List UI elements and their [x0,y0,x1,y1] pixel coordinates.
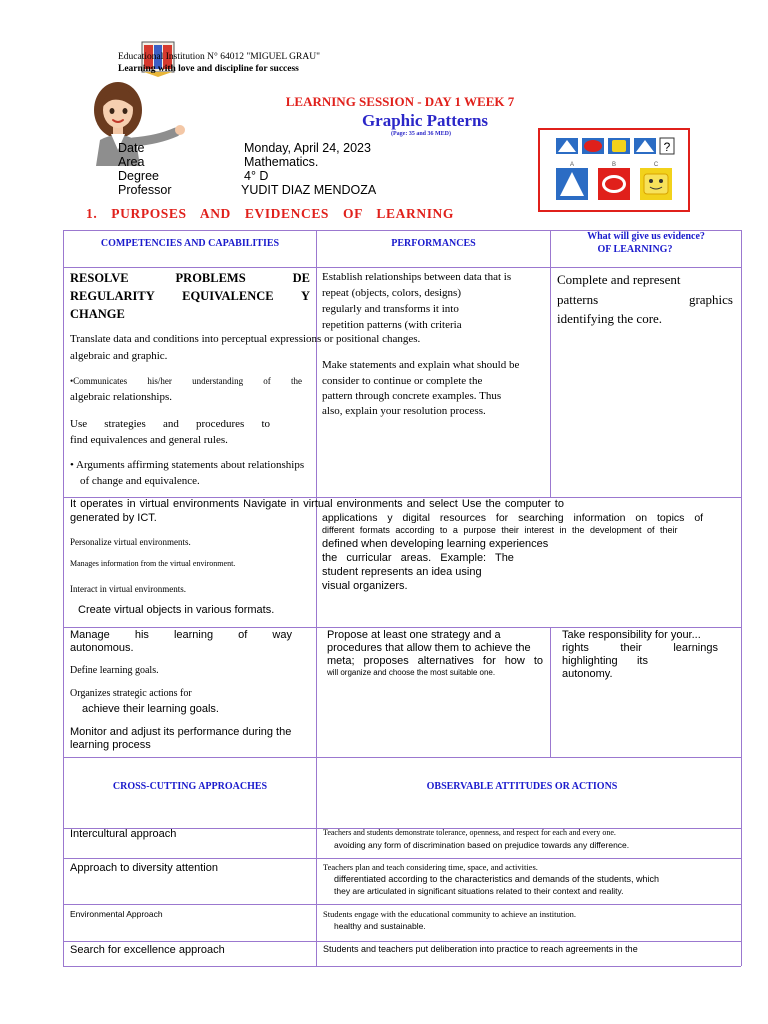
ict-line-5: the curricular areas. Example: The [322,552,514,564]
autonomy-capability-2-line1: Organizes strategic actions for [70,688,192,699]
capability-communicates-line2: algebraic relationships. [70,391,173,403]
autonomy-competency-line1: Manage his learning of way [70,629,292,641]
pattern-letter-b: B [611,162,617,168]
header-evidence-line2: OF LEARNING? [597,244,673,255]
autonomy-performance-line2: procedures that allow them to achieve the [327,642,531,654]
autonomy-capability-2-line2: achieve their learning goals. [82,703,219,715]
school-motto: Learning with love and discipline for success [118,64,299,74]
approach-environmental: Environmental Approach [70,909,163,919]
autonomy-evidence-line3: highlighting its [562,655,648,667]
approach-diversity: Approach to diversity attention [70,862,218,874]
capability-strategies-line2: find equivalences and general rules. [70,434,228,446]
professor-label: Professor [118,183,172,197]
approach-intercultural: Intercultural approach [70,828,177,840]
intercultural-line1: Teachers and students demonstrate tolerance, openness, and respect for each and every one. [323,828,616,837]
ict-line-1: It operates in virtual environments Navigate in virtual environments and select Use the computer to [70,498,564,510]
date-label: Date [118,141,145,155]
autonomy-capability-3-line1: Monitor and adjust its performance during the [70,726,292,738]
topic-title: Graphic Patterns [361,111,489,130]
evidence-text: Complete and represent patterns graphics identifying the core. [557,272,733,326]
autonomy-evidence-line2: rights their learnings [562,642,718,654]
environmental-line2: healthy and sustainable. [334,921,426,931]
pattern-illustration [538,128,690,212]
autonomy-performance-line1: Propose at least one strategy and a [327,629,501,641]
approach-excellence: Search for excellence approach [70,944,225,956]
date-value: Monday, April 24, 2023 [244,141,371,155]
ict-capability-1: Personalize virtual environments. [70,537,191,547]
ict-line-2b: applications y digital resources for searching information on topics of [322,512,704,524]
performance-1-line2: repeat (objects, colors, designs) [322,287,461,299]
ict-line-6: student represents an idea using [322,566,482,578]
performance-2-line4: also, explain your resolution process. [322,405,486,417]
degree-value: 4° D [244,169,269,183]
capability-arguments-line1: • Arguments affirming statements about relationships [70,459,305,471]
header-performances: PERFORMANCES [391,238,476,249]
environmental-line1: Students engage with the educational community to achieve an institution. [323,909,577,919]
diversity-line3: they are articulated in significant situations related to their context and reality. [334,886,624,896]
header-evidence-line1: What will give us evidence? [587,231,705,242]
pattern-letter-a: A [569,162,575,168]
performance-1-line1: Establish relationships between data that is [322,271,512,283]
question-mark-label: ? [663,140,671,154]
autonomy-performance-line4: will organize and choose the most suitable one. [327,668,496,677]
autonomy-performance-line3: meta; proposes alternatives for how to [327,655,543,667]
ict-line-4: defined when developing learning experiences [322,538,549,550]
area-value: Mathematics. [244,155,319,169]
ict-line-2a: generated by ICT. [70,512,157,524]
performance-1-line4: repetition patterns (with criteria [322,319,462,331]
excellence-line1: Students and teachers put deliberation into practice to reach agreements in the [323,944,638,954]
header-competencies: COMPETENCIES AND CAPABILITIES [100,238,280,249]
ict-line-3: different formats according to a purpose their interest in the development of their [322,525,678,535]
autonomy-capability-3-line2: learning process [70,739,151,751]
diversity-line2: differentiated according to the characteristics and demands of the students, which [334,874,660,884]
performance-2-line3: pattern through concrete examples. Thus [322,390,502,402]
section-heading: 1. PURPOSES AND EVIDENCES OF LEARNING [86,206,454,221]
performance-2-line1: Make statements and explain what should be [322,359,520,371]
autonomy-capability-1: Define learning goals. [70,665,159,676]
session-title: LEARNING SESSION - DAY 1 WEEK 7 [285,94,515,109]
autonomy-competency-line2: autonomous. [70,642,134,654]
capability-strategies-line1: Use strategies and procedures to [70,418,270,430]
ict-line-7: visual organizers. [322,580,408,592]
ict-capability-4: Create virtual objects in various formats. [78,604,275,616]
diversity-line1: Teachers plan and teach considering time, space, and activities. [323,862,538,872]
header-observable: OBSERVABLE ATTITUDES OR ACTIONS [426,781,618,792]
performance-2-line2: consider to continue or complete the [322,375,483,387]
pattern-shapes-icon [540,130,688,210]
pattern-letter-c: C [653,162,659,168]
capability-translate-line2: algebraic and graphic. [70,350,168,362]
capability-translate-line1: Translate data and conditions into perceptual expressions or positional changes. [70,333,421,345]
capability-communicates-line1: •Communicates his/her understanding of the [70,376,302,386]
autonomy-evidence-line1: Take responsibility for your... [562,629,701,641]
degree-label: Degree [118,169,159,183]
capability-arguments-line2: of change and equivalence. [80,475,200,487]
header-cross-cutting: CROSS-CUTTING APPROACHES [112,781,268,792]
area-label: Area [118,155,145,169]
ict-capability-3: Interact in virtual environments. [70,584,186,594]
performance-1-line3: regularly and transforms it into [322,303,459,315]
intercultural-line2: avoiding any form of discrimination based on prejudice towards any difference. [334,840,630,850]
autonomy-evidence-line4: autonomy. [562,668,613,680]
school-name: Educational Institution N° 64012 "MIGUEL GRAU" [118,52,320,62]
ict-capability-2: Manages information from the virtual environment. [70,559,236,568]
topic-pages: (Page: 35 and 36 MED) [391,131,451,137]
competency-title: RESOLVE PROBLEMS DE REGULARITY EQUIVALENCE Y CHANGE [70,271,310,321]
professor-value: YUDIT DIAZ MENDOZA [241,183,377,197]
